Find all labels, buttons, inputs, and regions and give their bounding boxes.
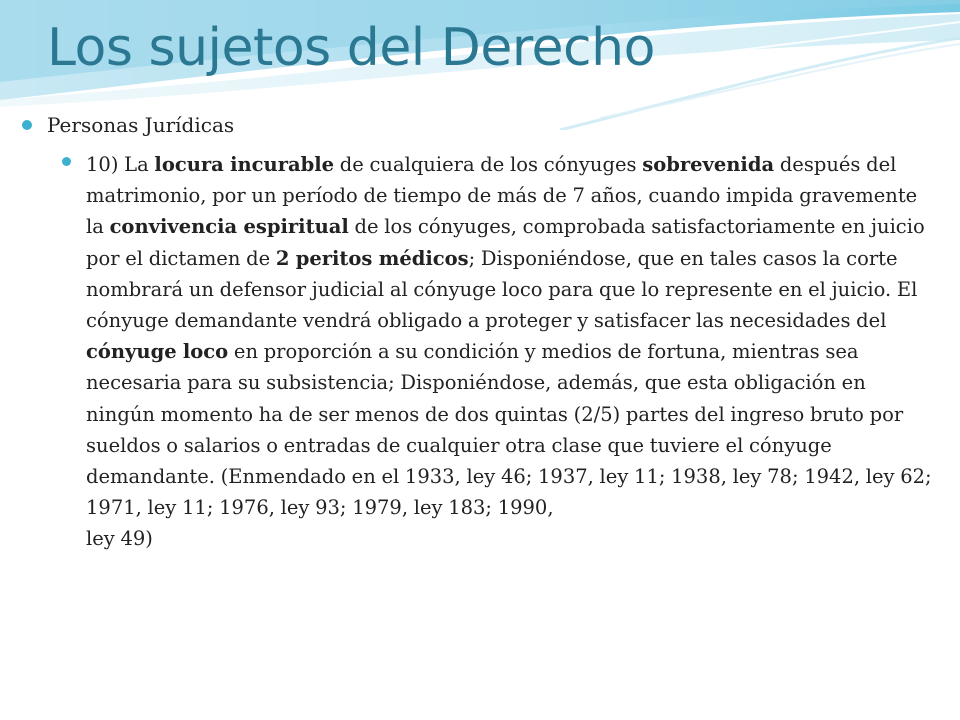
paragraph-text: en proporción a su condición y medios de fortuna, mientras sea necesaria para su subsistencia; Disponiéndose, además, que esta obligación en ningún momento ha de ser menos de dos quintas (2/5) partes del ingreso bruto por sueldos o salarios o entradas de cualquier otra clase que tuviere el cónyuge demandante. (Enmendado en el 1933, ley 46; 1937, ley 11; 1938, ley 78; 1942, ley 62; 1971, ley 11; 1976, ley 93; 1979, ley 183; 1990,	[86, 340, 932, 520]
emphasis-text: 2 peritos médicos	[275, 246, 469, 270]
paragraph-text: ley 49)	[86, 527, 153, 551]
bullet-dot-icon	[22, 120, 32, 130]
emphasis-text: cónyuge loco	[86, 340, 229, 364]
bullet-dot-icon	[62, 157, 71, 166]
paragraph-text: ; Disponiéndose, que en tales casos la corte nombrará un defensor judicial al cónyuge loco para que lo represente en el juicio. El cónyuge demandante vendrá obligado a proteger y satisfacer las necesidades del	[86, 246, 918, 333]
level2-bullet-paragraph	[86, 149, 936, 555]
paragraph-text: 10) La	[86, 153, 155, 176]
emphasis-text: convivencia espiritual	[109, 215, 349, 239]
level1-bullet-text: Personas Jurídicas	[47, 113, 235, 137]
paragraph-text: de los cónyuges, comprobada satisfactoriamente en juicio por el dictamen de	[86, 215, 925, 270]
paragraph-text: de cualquiera de los cónyuges	[334, 153, 643, 176]
emphasis-text: locura incurable	[154, 153, 335, 176]
paragraph-text: después del matrimonio, por un período de tiempo de más de 7 años, cuando impida gravemente la	[86, 153, 918, 239]
slide-title: Los sujetos del Derecho	[47, 18, 655, 78]
emphasis-text: sobrevenida	[642, 153, 775, 176]
